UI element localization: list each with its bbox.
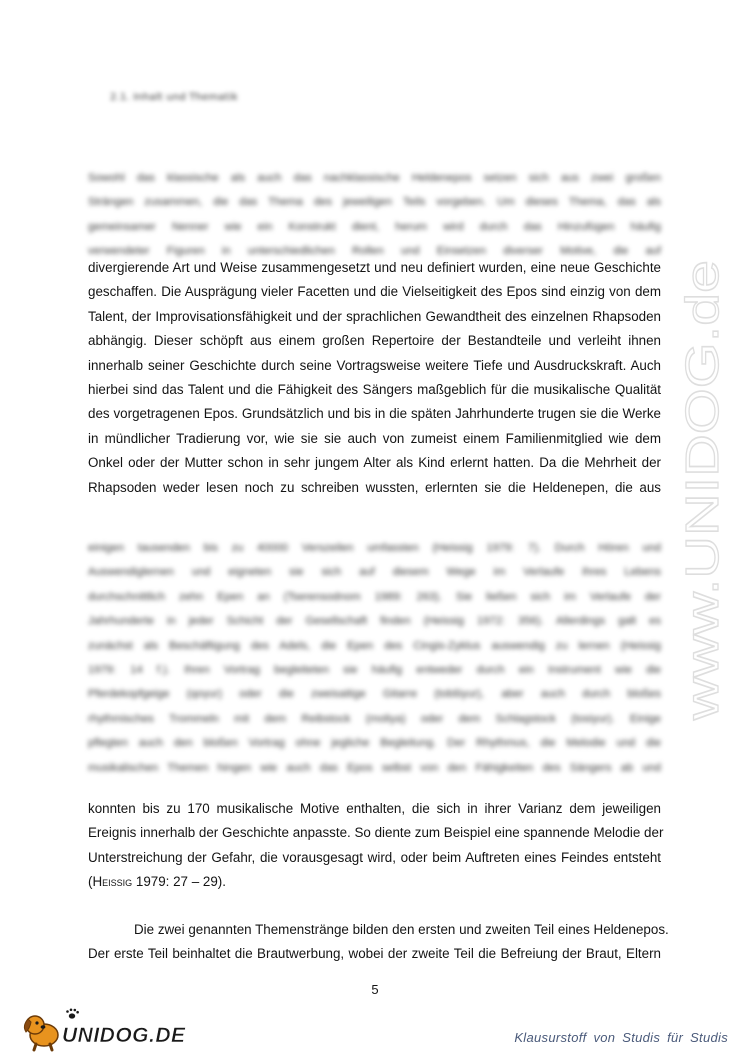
paragraph-1-visible-end [88,797,664,895]
text-line: Pferdekopfgeige (qoγur) oder die zweisaitige Gitarre (tobšiyur), aber auch durch bloßes [88,688,661,701]
paragraph-1-visible-middle [88,256,661,500]
text-line: pflegten auch den bloßen Vortrag ohne jegliche Begleitung. Der Rhythmus, die Melodie und die [88,737,661,750]
text-line: zunächst als Beschäftigung des Adels, die Epen des Cingis-Zyklus auswendig zu lernen (Heissig [88,639,661,652]
paw-icon [66,1009,79,1019]
text-line: Sowohl das klassische als auch das nachklassische Heldenepos setzen sich aus zwei großen [88,172,661,184]
text-line: verwendeter Figuren in unterschiedlichen Rollen und Einsetzen diverser Motive, die auf [88,245,661,258]
text-line: abhängig. Dieser schöpft aus einem großen Repertoire der Bestandteile und verleiht ihnen [88,333,661,349]
text-line: in mündlicher Tradierung vor, wie sie sie auch von zumeist einem Familienmitglied wie dem [88,430,661,446]
text-line: rhythmisches Trommeln mit dem Reibstock (moliya) oder dem Schlagstock (tosiyur). Einige [88,712,661,725]
text-line: musikalischen Themen hingen wie auch das Epos selbst von den Fähigkeiten des Sängers ab und [88,761,661,774]
section-heading: 2.1. Inhalt und Thematik [110,92,238,103]
text-line: konnten bis zu 170 musikalische Motive enthalten, die sich in ihrer Varianz dem jeweiligen [88,801,661,816]
page-number: 5 [371,982,379,997]
text-line: Die zwei genannten Themenstränge bilden den ersten und zweiten Teil eines Heldenepos. [134,922,669,937]
text-line: geschaffen. Die Ausprägung vieler Facetten und die Vielseitigkeit des Epos sind einzig von dem [88,284,661,300]
text-line: Auswendiglernen und eigneten sie sich auf diesem Wege im Verlaufe ihres Lebens [88,566,661,579]
text-line: gemeinsamer Nenner wie ein Konstrukt dient, herum wird durch das Hinzufügen häufig [88,220,661,233]
text-line: durchschnittlich zehn Epen an (Tserensodnom 1989: 263). Sie ließen sich im Verlaufe der [88,590,661,603]
text-line: Rhapsoden weder lesen noch zu schreiben wussten, erlernten sie die Heldenepen, die aus [88,479,661,495]
citation-line: (Heissig 1979: 27 – 29). [88,874,226,890]
paragraph-2 [88,918,669,967]
text-line: einigen tausenden bis zu 40000 Verszeilen umfassten (Heissig 1979: 7). Durch Hören und [88,542,661,554]
paragraph-1-blurred-middle [88,536,661,780]
watermark-text: www.UNIDOG.de [676,362,728,720]
text-line: Talent, der Improvisationsfähigkeit und der sprachlichen Gewandtheit des einzelnen Rhapsoden [88,308,661,324]
text-line: divergierende Art und Weise zusammengesetzt und neu definiert wurden, eine neue Geschichte [88,260,661,275]
text-line: innerhalb seiner Geschichte durch seine Vortragsweise weitere Tiefe und Ausdruckskraft. Auch [88,357,661,373]
logo-text: UNIDOG.DE [62,1024,186,1047]
unidog-logo [18,1008,218,1052]
text-line: des vorgetragenen Epos. Grundsätzlich und bis in die späten Jahrhunderte trugen sie die Werke [88,406,661,422]
citation-detail: 1979: 27 – 29). [132,874,226,890]
text-line: Onkel oder der Mutter schon in sehr jungem Alter als Kind erlernt hatten. Da die Mehrheit der [88,455,661,471]
paragraph-1-blurred-top [88,166,661,264]
text-line: Der erste Teil beinhaltet die Brautwerbung, wobei der zweite Teil die Befreiung der Braut, Eltern [88,946,661,962]
text-line: 1979: 14 f.). Ihren Vortrag begleiteten sie häufig entweder durch ein Instrument wie die [88,663,661,676]
watermark [660,240,740,740]
text-line: Unterstreichung der Gefahr, die vorausgesagt wird, oder beim Auftreten eines Feindes entsteht [88,849,661,865]
text-line: Ereignis innerhalb der Geschichte anpasste. So diente zum Beispiel eine spannende Melodie der [88,825,664,841]
footer-tagline: Klausurstoff von Studis für Studis [514,1030,728,1045]
text-line: hierbei sind das Talent und die Fähigkeit des Sängers maßgeblich für die musikalische Qualität [88,381,661,397]
text-line: Strängen zusammen, die das Thema des jeweiligen Teils vorgeben. Um dieses Thema, das als [88,196,661,209]
text-line: Jahrhunderte in jeder Schicht der Gesellschaft finden (Heissig 1972: 356). Allerdings galt es [88,615,661,628]
dog-mascot-icon [24,1016,58,1050]
citation-author: Heissig [92,874,133,890]
